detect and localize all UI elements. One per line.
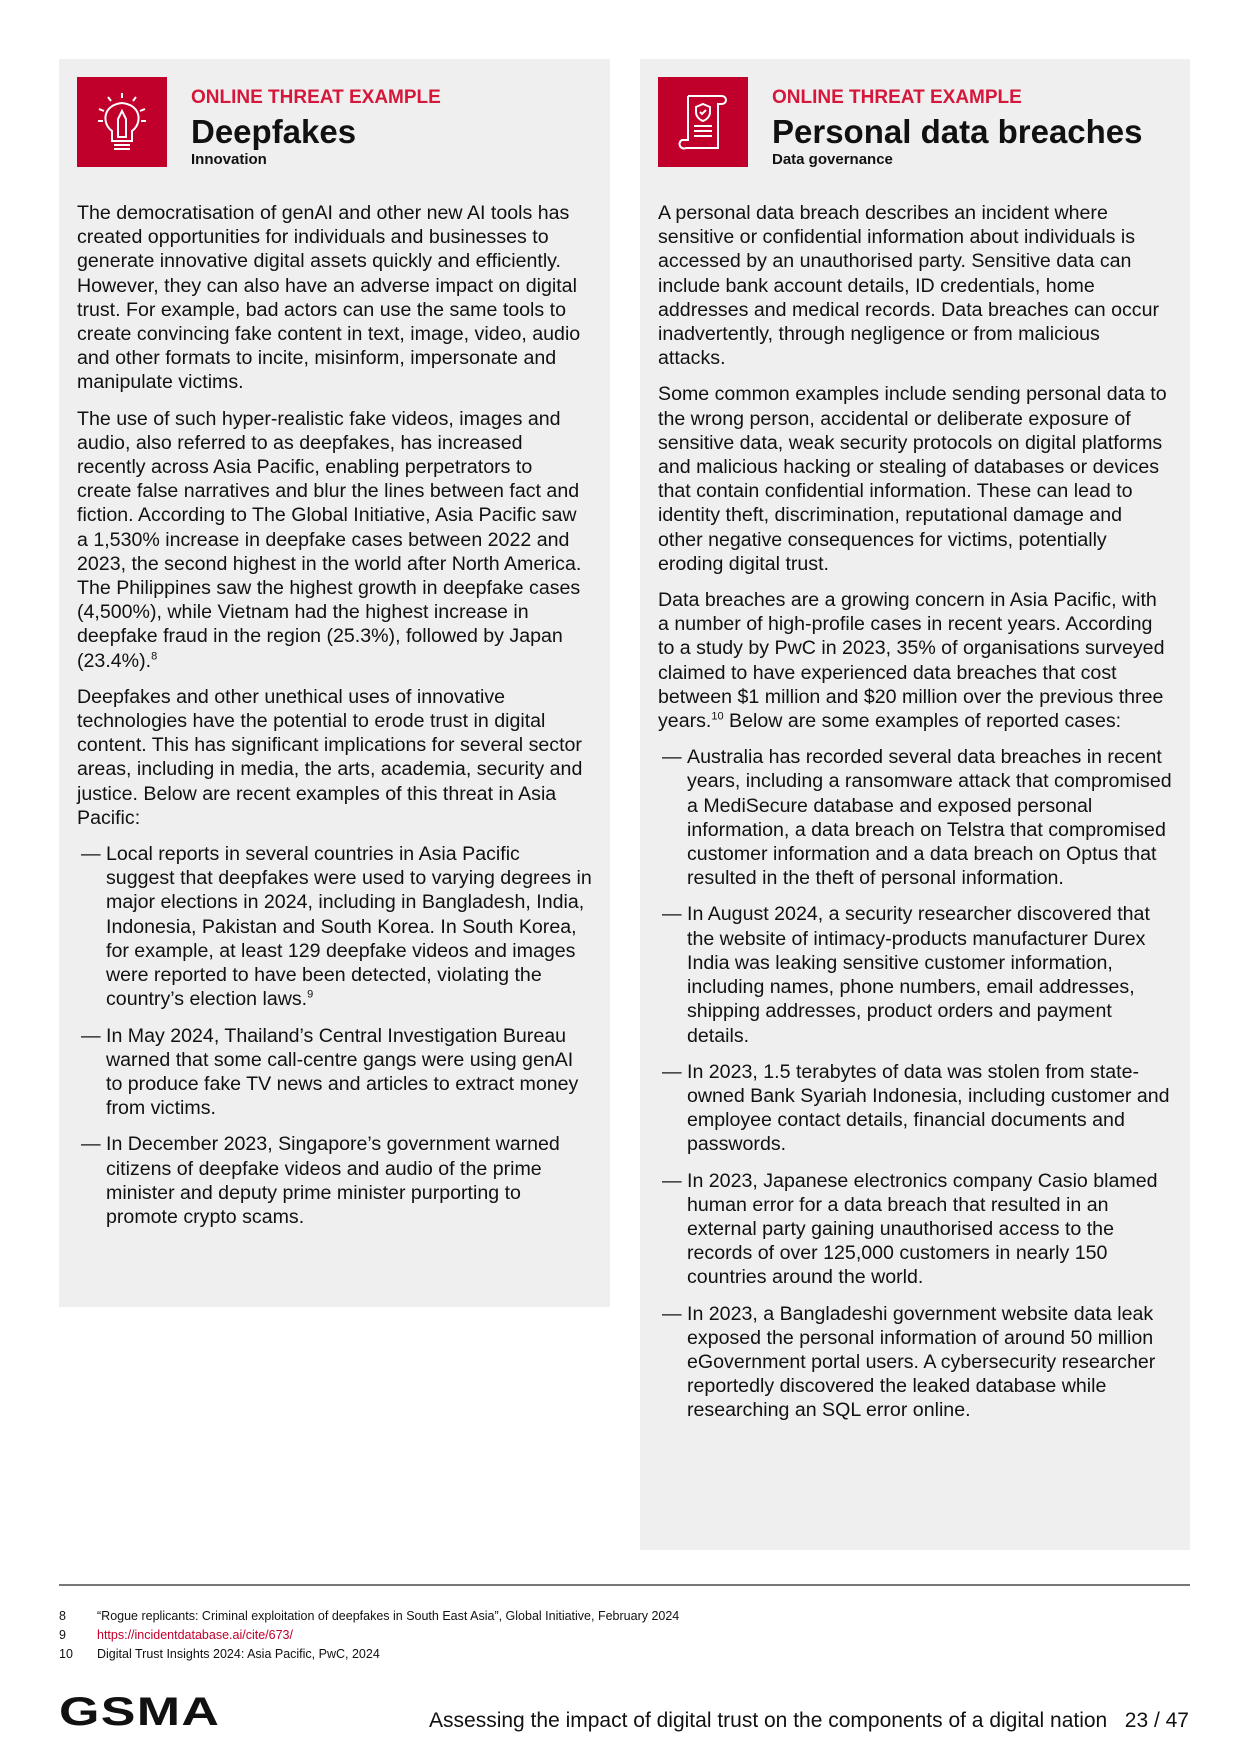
list-item: — Australia has recorded several data breaches in recent years, including a ransomware attack that compromised a MediSecure database and exposed personal information, a data breach on Telstra that compromised customer information and a data breach on Optus that resulted in the theft of personal information. [658,745,1172,890]
page-number: 23 / 47 [1124,1709,1189,1732]
deepfakes-panel [59,59,610,1307]
footnote: 10 Digital Trust Insights 2024: Asia Pacific, PwC, 2024 [59,1647,380,1661]
footnote: 9 https://incidentdatabase.ai/cite/673/ [59,1628,293,1642]
footnote: 8 “Rogue replicants: Criminal exploitation of deepfakes in South East Asia”, Global Initiative, February 2024 [59,1609,680,1623]
paragraph: Some common examples include sending personal data to the wrong person, accidental or deliberate exposure of sensitive data, weak security protocols on digital platforms and malicious hacking or stealing of databases or devices that contain confidential information. These can lead to identity theft, discrimination, reputational damage and other negative consequences for victims, potentially eroding digital trust. [658,383,1167,575]
footer-text: Assessing the impact of digital trust on the components of a digital nation 23 / 47 [429,1709,1189,1732]
panel-title: Personal data breaches [772,113,1143,150]
data-breaches-panel [640,59,1190,1550]
list-item: — In 2023, a Bangladeshi government website data leak exposed the personal information of around 50 million eGovernment portal users. A cybersecurity researcher reportedly discovered the leaked database while researching an SQL error online. [658,1302,1172,1423]
lightbulb-pencil-icon [77,77,167,167]
paragraph: A personal data breach describes an incident where sensitive or confidential information about individuals is accessed by an unauthorised party. Sensitive data can include bank account details, ID credentials, home addresses and medical records. Data breaches can occur inadvertently, through negligence or from malicious attacks. [658,202,1159,370]
paragraph: The democratisation of genAI and other new AI tools has created opportunities for individuals and businesses to generate innovative digital assets quickly and efficiently. However, they can also have an adverse impact on digital trust. For example, bad actors can use the same tools to create convincing fake content in text, image, video, audio and other formats to incite, misinform, impersonate and manipulate victims. [77,202,581,394]
panel-title: Deepfakes [191,113,357,150]
footnote-link[interactable]: https://incidentdatabase.ai/cite/673/ [97,1628,293,1642]
list-item: — In 2023, 1.5 terabytes of data was stolen from state-owned Bank Syariah Indonesia, including customer and employee contact details, financial documents and passwords. [658,1060,1172,1157]
gsma-logo: GSMA [59,1690,221,1734]
paragraph: Data breaches are a growing concern in Asia Pacific, with a number of high-profile cases in recent years. According to a study by PwC in 2023, 35% of organisations surveyed claimed to have experienced data breaches that cost between $1 million and $20 million over the previous three years.$^{10}$ Below are some examples of reported cases: [658,589,1165,733]
panel-subtitle: Data governance [772,151,893,168]
panel-subtitle: Innovation [191,151,267,168]
paragraph: The use of such hyper-realistic fake videos, images and audio, also referred to as deepfakes, has increased recently across Asia Pacific, enabling perpetrators to create false narratives and blur the lines between fact and fiction. According to The Global Initiative, Asia Pacific saw a 1,530% increase in deepfake cases between 2022 and 2023, the second highest in the world after North America. The Philippines saw the highest growth in deepfake cases (4,500%), while Vietnam had the highest increase in deepfake fraud in the region (25.3%), followed by Japan (23.4%).$^8$ [77,407,582,672]
kicker: ONLINE THREAT EXAMPLE [772,87,1022,108]
list-item: — In December 2023, Singapore’s government warned citizens of deepfake videos and audio of the prime minister and deputy prime minister purporting to promote crypto scams. [77,1132,592,1229]
footnote-divider [59,1584,1190,1586]
list-item: — In 2023, Japanese electronics company Casio blamed human error for a data breach that resulted in an external party gaining unauthorised access to the records of over 125,000 customers in nearly 150 countries around the world. [658,1169,1172,1290]
document-shield-icon [658,77,748,167]
list-item: — Local reports in several countries in Asia Pacific suggest that deepfakes were used to varying degrees in major elections in 2024, including in Bangladesh, India, Indonesia, Pakistan and South Korea. In South Korea, for example, at least 129 deepfake videos and images were reported to have been detected, violating the country’s election laws.$^9$ [77,842,592,1011]
list-item: — In August 2024, a security researcher discovered that the website of intimacy-products manufacturer Durex India was leaking sensitive customer information, including names, phone numbers, email addresses, shipping addresses, product orders and payment details. [658,902,1172,1047]
list-item: — In May 2024, Thailand’s Central Investigation Bureau warned that some call-centre gangs were using genAI to produce fake TV news and articles to extract money from victims. [77,1024,592,1121]
paragraph: Deepfakes and other unethical uses of innovative technologies have the potential to erode trust in digital content. This has significant implications for several sector areas, including in media, the arts, academia, security and justice. Below are recent examples of this threat in Asia Pacific: [77,685,583,829]
kicker: ONLINE THREAT EXAMPLE [191,87,441,108]
